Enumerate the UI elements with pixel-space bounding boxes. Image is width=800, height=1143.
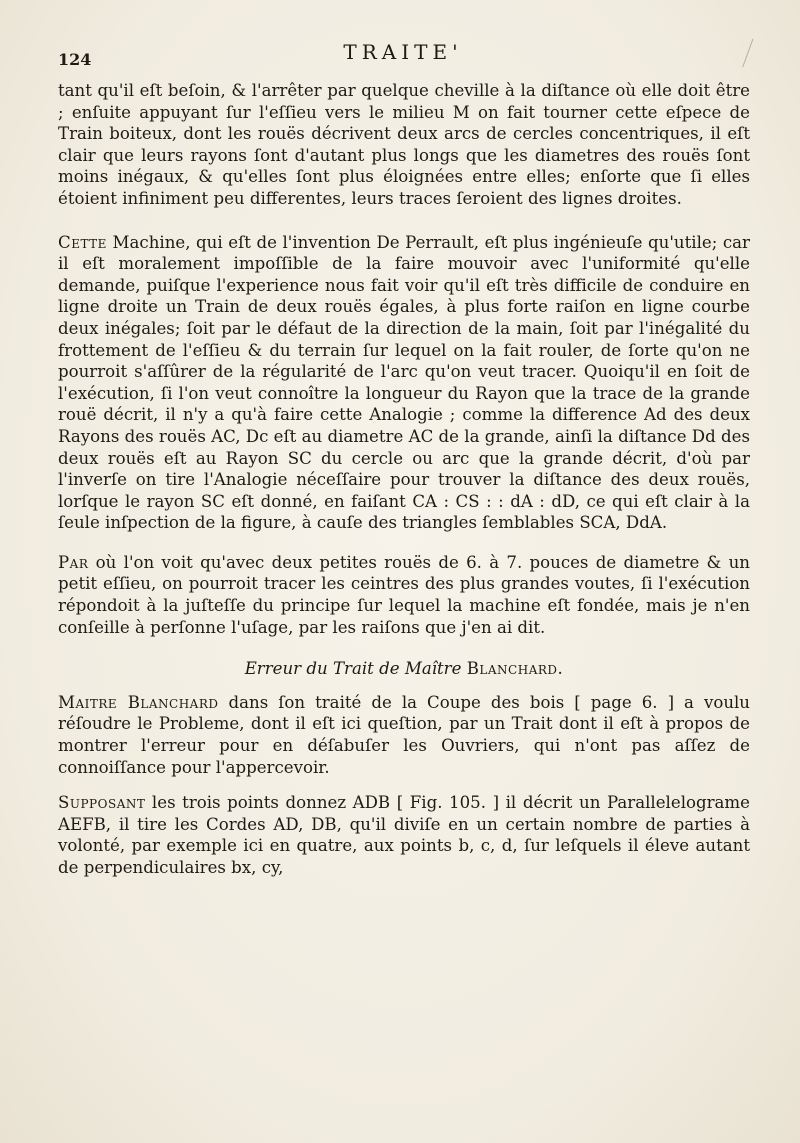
- section-heading-italic: Erreur du Trait de Maître: [244, 659, 462, 679]
- paragraph-1: [58, 80, 750, 210]
- paragraph-text: les trois points donnez ADB [ Fig. 105. ] il décrit un Parallelelograme AEFB, il tire les Cordes AD, DB, qu'il diviſe en un certain nombre de parties à volonté, par exemple ici en quatre, aux points b, c, d, ſur leſquels il éleve autant de perpendiculaires bx, cy,: [58, 793, 750, 877]
- page-body: [58, 80, 750, 879]
- paragraph-3: [58, 552, 750, 638]
- section-heading-name: Blanchard.: [466, 659, 564, 679]
- paragraph-4: [58, 692, 750, 778]
- running-title: TRAITE': [343, 40, 463, 64]
- paragraph-text: où l'on voit qu'avec deux petites rouës de 6. à 7. pouces de diametre & un petit eſſieu, on pourroit tracer les ceintres des plus grandes voutes, ſi l'exécution répondoit à la juſteſſe du principe ſur lequel la machine eſt fondée, mais je n'en conſeille à perſonne l'uſage, par les raiſons que j'en ai dit.: [58, 552, 750, 637]
- paragraph-text: tant qu'il eſt beſoin, & l'arrêter par quelque cheville à la diſtance où elle doit être ; enſuite appuyant ſur l'eſſieu vers le milieu M on fait tourner cette eſpece de Train boiteux, dont les rouës décrivent deux arcs de cercles concentriques, il eſt clair que leurs rayons ſont d'autant plus longs que les diametres des rouës ſont moins inégaux, & qu'elles ſont plus éloignées entre elles; enſorte que ſi elles étoient infiniment peu differentes, leurs traces ſeroient des lignes droites.: [58, 81, 750, 208]
- paragraph-lead: Par: [58, 552, 89, 572]
- paragraph-lead: Supposant: [58, 793, 146, 813]
- paragraph-2: [58, 232, 750, 534]
- page-header: [58, 40, 748, 70]
- paragraph-text: dans ſon traité de la Coupe des bois [ page 6. ] a voulu réſoudre le Probleme, dont il eſt ici queſtion, par un Trait dont il eſt à propos de montrer l'erreur pour en déſabuſer les Ouvriers, qui n'ont pas aſſez de connoiſſance pour l'appercevoir.: [58, 692, 750, 777]
- paragraph-5: [58, 792, 750, 878]
- paragraph-text: Machine, qui eſt de l'invention De Perrault, eſt plus ingénieuſe qu'utile; car il eſt moralement impoſſible de la faire mouvoir avec l'uniformité qu'elle demande, puiſque l'experience nous fait voir qu'il eſt très difficile de conduire en ligne droite un Train de deux rouës égales, à plus forte raiſon en ligne courbe deux inégales; ſoit par le défaut de la direction de la main, ſoit par l'inégalité du frottement de l'eſſieu & du terrain ſur lequel on la fait rouler, de ſorte qu'on ne pourroit s'aſſûrer de la régularité de l'arc qu'on veut tracer. Quoiqu'il en ſoit de l'exécution, ſi l'on veut connoître la longueur du Rayon que la trace de la grande rouë décrit, il n'y a qu'à faire cette Analogie ; comme la difference Ad des deux Rayons des rouës AC, Dc eſt au diametre AC de la grande, ainſi la diſtance Dd des deux rouës eſt au Rayon SC du cercle ou arc que la grande décrit, d'où par l'inverſe on tire l'Analogie néceſſaire pour trouver la diſtance des deux rouës, lorſque le rayon SC eſt donné, en faiſant CA : CS : : dA : dD, ce qui eſt clair à la ſeule inſpection de la figure, à cauſe des triangles ſemblables SCA, DdA.: [58, 232, 750, 533]
- paragraph-lead: Maitre Blanchard: [58, 692, 219, 712]
- page-number: 124: [58, 50, 92, 69]
- section-heading: [58, 658, 750, 680]
- paragraph-lead: Cette: [58, 232, 107, 252]
